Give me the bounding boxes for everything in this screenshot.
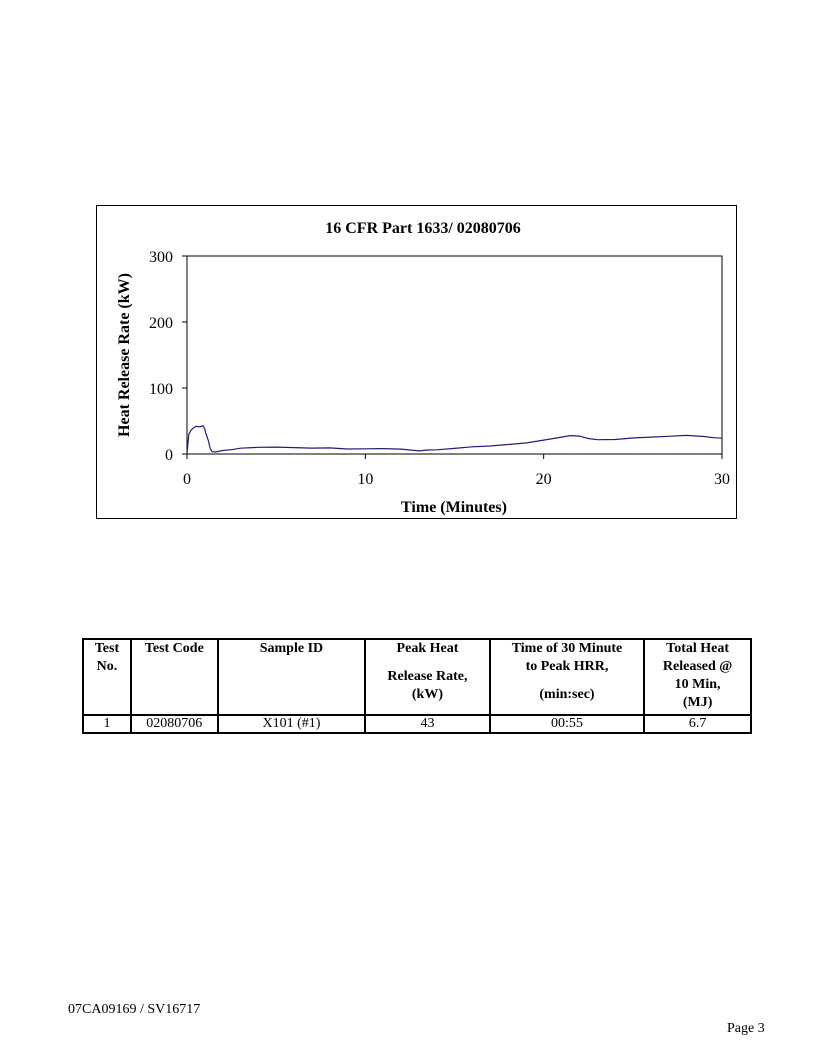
table-header-row [83, 639, 751, 715]
header-peak-hrr: Peak Heat Release Rate, (kW) [365, 639, 490, 715]
x-tick-label: 20 [535, 471, 552, 488]
header-test-code: Test Code [131, 639, 218, 715]
header-test-no: Test No. [83, 639, 131, 715]
table-row [83, 715, 751, 733]
x-ticks [183, 454, 730, 488]
cell-test-code: 02080706 [131, 715, 218, 733]
cell-total-heat: 6.7 [644, 715, 751, 733]
report-id: 07CA09169 / SV16717 [68, 1002, 201, 1017]
header-sample-id: Sample ID [218, 639, 365, 715]
x-tick-label: 0 [183, 471, 191, 488]
cell-peak-hrr: 43 [365, 715, 490, 733]
chart-title: 16 CFR Part 1633/ 02080706 [325, 220, 521, 237]
y-tick-label: 300 [149, 249, 173, 266]
y-axis-label: Heat Release Rate (kW) [116, 273, 133, 437]
cell-time-to-peak: 00:55 [490, 715, 644, 733]
hrr-series-line [187, 426, 722, 454]
plot-area [187, 256, 722, 454]
header-time-to-peak: Time of 30 Minute to Peak HRR, (min:sec) [490, 639, 644, 715]
x-tick-label: 10 [357, 471, 374, 488]
y-tick-label: 100 [149, 381, 173, 398]
y-tick-label: 0 [165, 447, 173, 464]
y-tick-label: 200 [149, 315, 173, 332]
y-ticks [149, 249, 187, 464]
results-table [82, 638, 752, 734]
page-number: Page 3 [727, 1021, 765, 1036]
x-tick-label: 30 [714, 471, 730, 488]
chart-frame [96, 205, 737, 519]
cell-sample-id: X101 (#1) [218, 715, 365, 733]
header-total-heat: Total Heat Released @ 10 Min, (MJ) [644, 639, 751, 715]
cell-test-no: 1 [83, 715, 131, 733]
hrr-chart [97, 206, 738, 520]
x-axis-label: Time (Minutes) [401, 499, 507, 516]
